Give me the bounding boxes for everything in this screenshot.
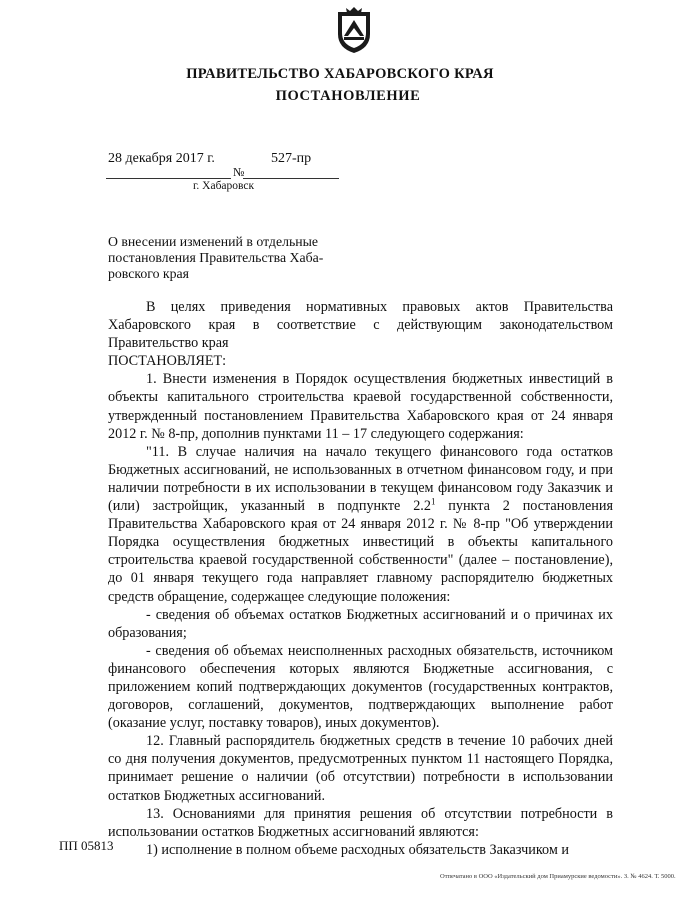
document-number: 527-пр	[271, 151, 312, 166]
subject-line: постановления Правительства Хаба-	[108, 250, 324, 265]
document-date: 28 декабря 2017 г.	[108, 151, 215, 166]
bullet-item: - сведения об объемах неисполненных расходных обязательств, источником финансового обеспечения которых являются Бюджетные ассигнования, с приложением копий подтверждающих документов (государственных контрактов, договоров, соглашений, документов, подтверждающих выполнение работ (оказание услуг, поставку товаров), иных документов).	[108, 642, 613, 732]
paragraph-13: 13. Основаниями для принятия решения об отсутствии потребности в использовании остатков Бюджетных ассигнований являются:	[108, 805, 613, 840]
paragraph-11-text-b: пункта 2 постановления Правительства Хабаровского края от 24 января 2012 г. № 8-пр "Об утверждении Порядка осуществления бюджетных инвестиций в объекты капитального строительства краевой государственной собственности" (далее – постановление), до 01 января текущего года направляет главному распорядителю бюджетных средств обращение, содержащее следующие положения:	[108, 498, 614, 605]
number-sign: №	[233, 165, 245, 179]
resolves-heading: ПОСТАНОВЛЯЕТ:	[108, 353, 227, 370]
intro-paragraph: В целях приведения нормативных правовых актов Правительства Хабаровского края в соответствие с действующим законодательством Правительство края	[108, 299, 613, 352]
document-city: г. Хабаровск	[193, 180, 255, 192]
document-code: ПП 05813	[59, 838, 114, 853]
document-type-title: ПОСТАНОВЛЕНИЕ	[275, 88, 421, 104]
paragraph-11	[108, 443, 613, 606]
printer-imprint: Отпечатано в ООО «Издательский дом Приамурские ведомости». З. № 4624. Т. 5000.	[440, 873, 676, 880]
paragraph-1: 1. Внести изменения в Порядок осуществления бюджетных инвестиций в объекты капитального строительства краевой государственной собственности, утвержденный постановлением Правительства Хабаровского края от 24 января 2012 г. № 8-пр, дополнив пунктами 11 – 17 следующего содержания:	[108, 371, 613, 442]
date-underline	[106, 178, 231, 179]
document-subject	[108, 234, 358, 282]
subject-line: ровского края	[108, 266, 189, 281]
coat-of-arms-icon	[334, 6, 374, 54]
bullet-item: - сведения об объемах остатков Бюджетных ассигнований и о причинах их образования;	[108, 606, 613, 641]
government-title: ПРАВИТЕЛЬСТВО ХАБАРОВСКОГО КРАЯ	[186, 66, 494, 82]
paragraph-13-item-1: 1) исполнение в полном объеме расходных обязательств Заказчиком и	[146, 841, 570, 858]
subject-line: О внесении изменений в отдельные	[108, 234, 319, 249]
number-underline	[243, 178, 339, 179]
paragraph-11-text-a: "11. В случае наличия на начало текущего финансового года остатков Бюджетных ассигнований, не использованных в отчетном финансовом году, и при наличии потребности в их использовании в текущем финансовом году Заказчик и (или) застройщик, указанный в подпункте 2.2	[108, 443, 613, 515]
document-body	[108, 298, 613, 859]
paragraph-12: 12. Главный распорядитель бюджетных средств в течение 10 рабочих дней со дня получения документов, предусмотренных пунктом 11 настоящего Порядка, принимает решение о наличии (об отсутствии) потребности в использовании остатков Бюджетных ассигнований.	[108, 733, 613, 804]
paragraph-11-superscript: 1	[430, 496, 436, 507]
